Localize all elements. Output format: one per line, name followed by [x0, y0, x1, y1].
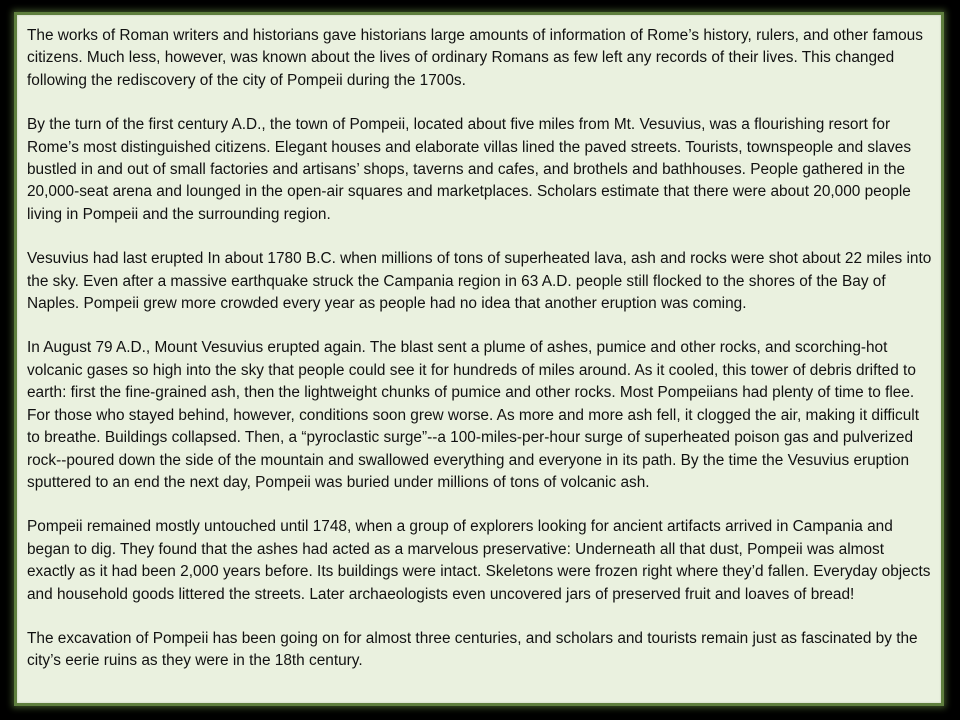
paragraph-intro: The works of Roman writers and historians gave historians large amounts of information of Rome’s history, rulers, and other famous citizens. Much less, however, was known about the lives of ordinary Romans as few left any records of their lives. This changed following the rediscovery of the city of Pompeii during the 1700s. [27, 27, 923, 89]
text-panel [14, 12, 944, 706]
paragraph-rediscovery: Pompeii remained mostly untouched until 1748, when a group of explorers looking for ancient artifacts arrived in Campania and began to dig. They found that the ashes had acted as a marvelous preservative: Underneath all that dust, Pompeii was almost exactly as it had been 2,000 years before. Its buildings were intact. Skeletons were frozen right where they’d fallen. Everyday objects and household goods littered the streets. Later archaeologists even uncovered jars of preserved fruit and loaves of bread! [27, 518, 931, 603]
paragraph-excavation: The excavation of Pompeii has been going on for almost three centuries, and scholars and tourists remain just as fascinated by the city’s eerie ruins as they were in the 18th century. [27, 629, 918, 670]
paragraph-eruption-79ad: In August 79 A.D., Mount Vesuvius erupted again. The blast sent a plume of ashes, pumice and other rocks, and scorching-hot volcanic gases so high into the sky that people could see it for hundreds of miles around. As it cooled, this tower of debris drifted to earth: first the fine-grained ash, then the lightweight chunks of pumice and other rocks. Most Pompeiians had plenty of time to flee. For those who stayed behind, however, conditions soon grew worse. As more and more ash fell, it clogged the air, making it difficult to breathe. Buildings collapsed. Then, a “pyroclastic surge”--a 100-miles-per-hour surge of superheated poison gas and pulverized rock--poured down the side of the mountain and swallowed everything and everyone in its path. By the time the Vesuvius eruption sputtered to an end the next day, Pompeii was buried under millions of tons of volcanic ash. [27, 339, 919, 491]
paragraph-earlier-eruption: Vesuvius had last erupted In about 1780 B.C. when millions of tons of superheated lava, ash and rocks were shot about 22 miles into the sky. Even after a massive earthquake struck the Campania region in 63 A.D. people still flocked to the shores of the Bay of Naples. Pompeii grew more crowded every year as people had no idea that another eruption was coming. [27, 250, 932, 313]
paragraph-pompeii-town: By the turn of the first century A.D., the town of Pompeii, located about five miles from Mt. Vesuvius, was a flourishing resort for Rome’s most distinguished citizens. Elegant houses and elaborate villas lined the paved streets. Tourists, townspeople and slaves bustled in and out of small factories and artisans’ shops, taverns and cafes, and brothels and bathhouses. People gathered in the 20,000-seat arena and lounged in the open-air squares and marketplaces. Scholars estimate that there were about 20,000 people living in Pompeii and the surrounding region. [27, 116, 912, 223]
